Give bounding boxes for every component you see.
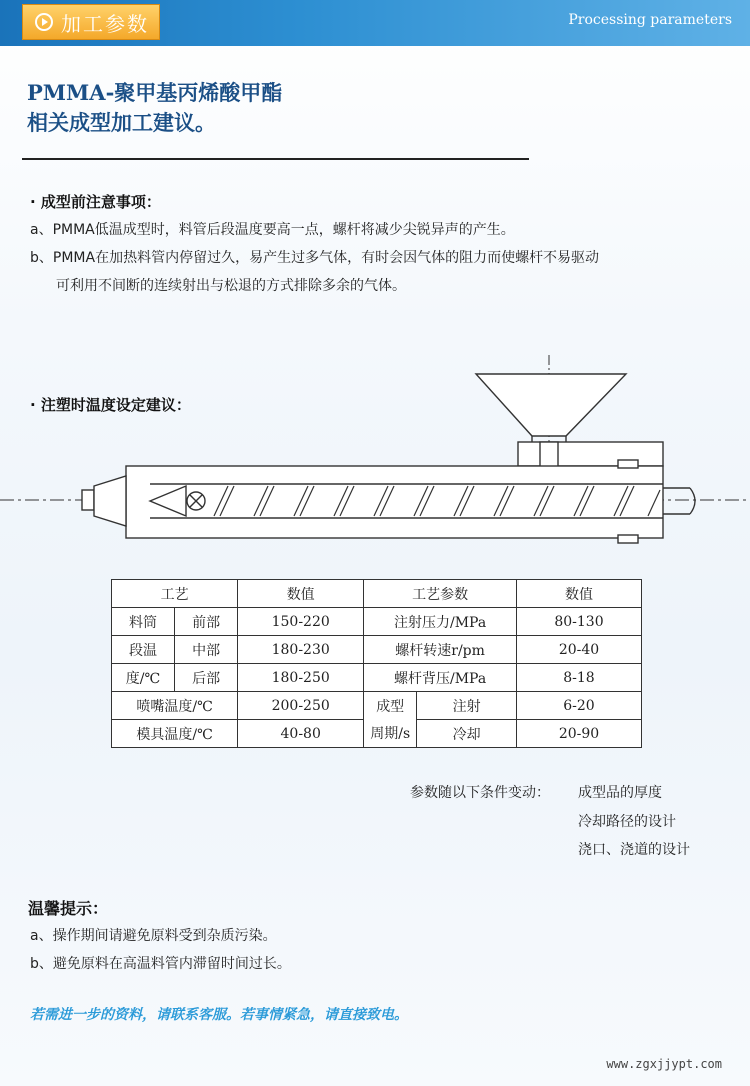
table-header: 工艺 <box>112 580 238 608</box>
table-cell: 150-220 <box>238 608 364 636</box>
section-tab[interactable] <box>22 4 160 40</box>
title-line-2: 相关成型加工建议。 <box>27 110 216 135</box>
precaution-item-b-line2: 可利用不间断的连续射出与松退的方式排除多余的气体。 <box>56 278 406 294</box>
tips-heading: 温馨提示： <box>28 899 109 918</box>
table-row <box>112 720 642 748</box>
section-tab-label: 加工参数 <box>61 11 149 36</box>
variation-item: 冷却路径的设计 <box>578 814 676 830</box>
table-cell: 前部 <box>175 608 238 636</box>
table-cell: 成型 <box>364 692 417 720</box>
table-cell: 8-18 <box>517 664 642 692</box>
table-cell: 后部 <box>175 664 238 692</box>
table-cell: 注射压力/MPa <box>364 608 517 636</box>
table-cell: 料筒 <box>112 608 175 636</box>
table-cell: 喷嘴温度/℃ <box>112 692 238 720</box>
table-cell: 段温 <box>112 636 175 664</box>
variation-item: 成型品的厚度 <box>578 785 662 801</box>
english-title: Processing parameters <box>568 12 732 28</box>
table-cell: 螺杆背压/MPa <box>364 664 517 692</box>
table-cell: 200-250 <box>238 692 364 720</box>
temperature-heading: · 注塑时温度设定建议： <box>30 396 191 414</box>
table-header-row <box>112 580 642 608</box>
tip-item-a: a、操作期间请避免原料受到杂质污染。 <box>30 928 277 944</box>
table-cell: 注射 <box>417 692 517 720</box>
table-header: 数值 <box>517 580 642 608</box>
table-cell: 度/℃ <box>112 664 175 692</box>
table-cell: 180-230 <box>238 636 364 664</box>
injection-machine-diagram <box>0 350 750 565</box>
table-cell: 80-130 <box>517 608 642 636</box>
table-header: 数值 <box>238 580 364 608</box>
variation-label: 参数随以下条件变动： <box>410 785 550 801</box>
table-cell: 40-80 <box>238 720 364 748</box>
precautions-heading: · 成型前注意事项： <box>30 193 161 211</box>
title-divider <box>22 158 529 160</box>
process-parameter-table <box>111 579 642 748</box>
table-header: 工艺参数 <box>364 580 517 608</box>
table-cell: 20-90 <box>517 720 642 748</box>
table-row <box>112 692 642 720</box>
arrow-right-icon <box>35 13 53 31</box>
table-row <box>112 664 642 692</box>
table-cell: 螺杆转速r/pm <box>364 636 517 664</box>
table-cell: 180-250 <box>238 664 364 692</box>
table-cell: 6-20 <box>517 692 642 720</box>
table-cell: 20-40 <box>517 636 642 664</box>
page-title <box>27 78 282 138</box>
precaution-item-a: a、PMMA低温成型时，料管后段温度要高一点，螺杆将减少尖锐异声的产生。 <box>30 222 515 238</box>
variation-item: 浇口、浇道的设计 <box>578 842 690 858</box>
table-cell: 模具温度/℃ <box>112 720 238 748</box>
table-cell: 周期/s <box>364 720 417 748</box>
title-line-1: PMMA-聚甲基丙烯酸甲酯 <box>27 80 283 105</box>
precaution-item-b-line1: b、PMMA在加热料管内停留过久，易产生过多气体，有时会因气体的阻力而使螺杆不易驱动 <box>30 250 600 266</box>
table-cell: 冷却 <box>417 720 517 748</box>
table-row <box>112 608 642 636</box>
header-banner <box>0 0 750 46</box>
website-url[interactable]: www.zgxjjypt.com <box>606 1057 722 1071</box>
table-cell: 中部 <box>175 636 238 664</box>
tip-item-b: b、避免原料在高温料管内滞留时间过长。 <box>30 956 291 972</box>
table-row <box>112 636 642 664</box>
contact-note: 若需进一步的资料，请联系客服。若事情紧急，请直接致电。 <box>30 1007 408 1023</box>
